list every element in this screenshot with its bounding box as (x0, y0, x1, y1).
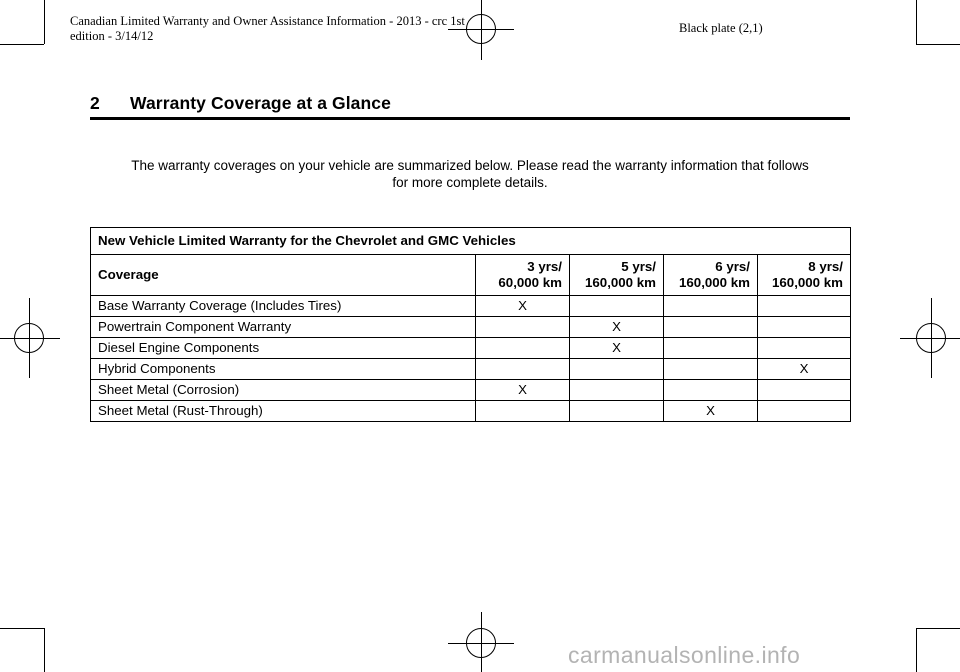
coverage-mark (476, 338, 570, 359)
table-row (91, 296, 851, 317)
coverage-mark: X (476, 380, 570, 401)
coverage-mark: X (664, 401, 758, 422)
coverage-name: Sheet Metal (Rust-Through) (91, 401, 476, 422)
coverage-mark: X (570, 317, 664, 338)
period-header (664, 255, 758, 296)
coverage-mark (664, 338, 758, 359)
crop-mark-top-left-horizontal (0, 44, 44, 45)
coverage-mark (570, 380, 664, 401)
table-row (91, 401, 851, 422)
coverage-name: Diesel Engine Components (91, 338, 476, 359)
coverage-name: Sheet Metal (Corrosion) (91, 380, 476, 401)
table-caption-row (91, 228, 851, 255)
coverage-mark (664, 317, 758, 338)
period-km: 160,000 km (585, 275, 656, 290)
section-number: 2 (90, 93, 100, 113)
title-rule (90, 117, 850, 120)
coverage-mark (476, 401, 570, 422)
period-km: 60,000 km (498, 275, 562, 290)
coverage-mark (570, 296, 664, 317)
print-header-line1: Canadian Limited Warranty and Owner Assistance Information - 2013 - crc 1st (70, 14, 465, 28)
plate-label: Black plate (2,1) (679, 21, 763, 35)
coverage-mark (758, 380, 851, 401)
coverage-header: Coverage (91, 255, 476, 296)
print-header-line2: edition - 3/14/12 (70, 29, 154, 43)
crop-mark-top-right (916, 0, 917, 44)
intro-line2: for more complete details. (392, 175, 548, 190)
coverage-mark (476, 317, 570, 338)
coverage-mark (758, 401, 851, 422)
intro-line1: The warranty coverages on your vehicle are summarized below. Please read the warranty information that follows (131, 158, 809, 173)
coverage-mark (758, 338, 851, 359)
crop-mark-top-left (44, 0, 45, 44)
section-title-text: Warranty Coverage at a Glance (130, 93, 391, 113)
period-years: 5 yrs/ (621, 259, 656, 274)
coverage-mark (476, 359, 570, 380)
registration-line-bottom-vertical (481, 612, 482, 672)
coverage-name: Powertrain Component Warranty (91, 317, 476, 338)
crop-mark-bottom-right-horizontal (916, 628, 960, 629)
period-header (570, 255, 664, 296)
crop-mark-bottom-left (44, 628, 45, 672)
table-row (91, 317, 851, 338)
crop-mark-top-right-horizontal (916, 44, 960, 45)
coverage-name: Hybrid Components (91, 359, 476, 380)
coverage-mark (758, 317, 851, 338)
registration-line-left-horizontal (0, 338, 60, 339)
table-header-row (91, 255, 851, 296)
period-header (476, 255, 570, 296)
warranty-table (90, 227, 851, 422)
registration-line-top-vertical (481, 0, 482, 60)
crop-mark-bottom-right (916, 628, 917, 672)
table-row (91, 380, 851, 401)
registration-line-right-horizontal (900, 338, 960, 339)
intro-paragraph (90, 157, 850, 191)
period-years: 6 yrs/ (715, 259, 750, 274)
period-km: 160,000 km (679, 275, 750, 290)
crop-mark-bottom-left-horizontal (0, 628, 44, 629)
coverage-mark: X (570, 338, 664, 359)
table-row (91, 359, 851, 380)
period-header (758, 255, 851, 296)
coverage-mark (758, 296, 851, 317)
section-title (90, 93, 850, 114)
coverage-mark (570, 359, 664, 380)
coverage-mark (664, 380, 758, 401)
coverage-mark (664, 296, 758, 317)
coverage-mark: X (476, 296, 570, 317)
coverage-mark: X (758, 359, 851, 380)
coverage-name: Base Warranty Coverage (Includes Tires) (91, 296, 476, 317)
period-years: 3 yrs/ (527, 259, 562, 274)
registration-line-left-vertical (29, 298, 30, 378)
table-caption: New Vehicle Limited Warranty for the Chevrolet and GMC Vehicles (91, 228, 851, 255)
period-km: 160,000 km (772, 275, 843, 290)
coverage-mark (664, 359, 758, 380)
print-header (70, 14, 465, 44)
coverage-mark (570, 401, 664, 422)
registration-line-right-vertical (931, 298, 932, 378)
table-row (91, 338, 851, 359)
period-years: 8 yrs/ (808, 259, 843, 274)
watermark: carmanualsonline.info (568, 642, 801, 668)
